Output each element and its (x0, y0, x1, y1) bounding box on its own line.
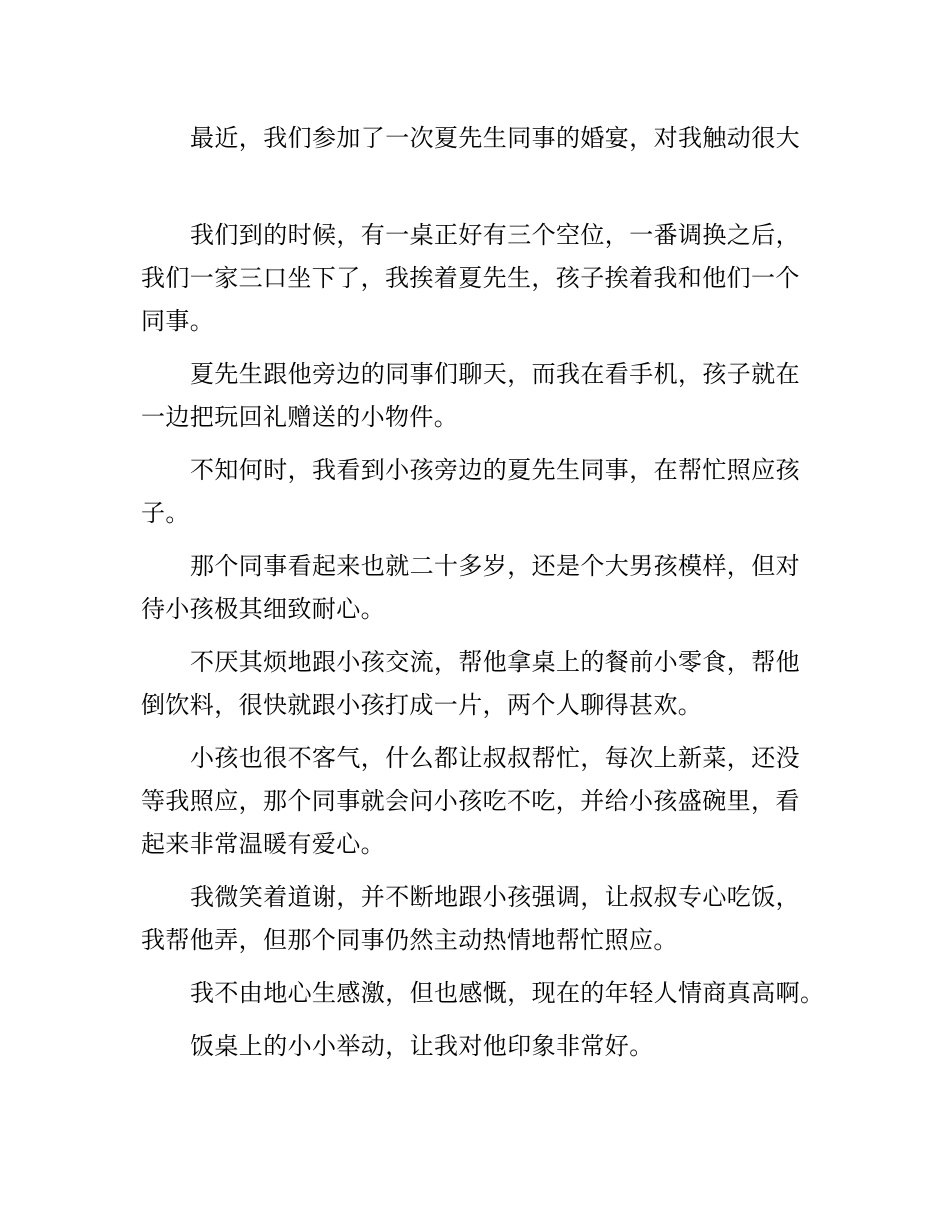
paragraph (141, 214, 821, 343)
paragraph-line: 我微笑着道谢，并不断地跟小孩强调，让叔叔专心吃饭， (190, 883, 800, 911)
paragraph-line: 不知何时，我看到小孩旁边的夏先生同事，在帮忙照应孩 (190, 456, 800, 484)
paragraph-line: 我不由地心生感激，但也感慨，现在的年轻人情商真高啊。 (190, 979, 825, 1007)
paragraph-line: 饭桌上的小小举动，让我对他印象非常好。 (190, 1032, 654, 1060)
document-title: 最近，我们参加了一次夏先生同事的婚宴，对我触动很大 (190, 124, 800, 152)
paragraph (141, 449, 821, 535)
paragraph (141, 641, 821, 727)
paragraph-line: 小孩也很不客气，什么都让叔叔帮忙，每次上新菜，还没 (190, 744, 800, 772)
paragraph-line: 那个同事看起来也就二十多岁，还是个大男孩模样，但对 (190, 552, 800, 580)
paragraph-line: 同事。 (141, 307, 215, 335)
paragraph-line: 我们到的时候，有一桌正好有三个空位，一番调换之后， (190, 221, 800, 249)
paragraph-line: 起来非常温暖有爱心。 (141, 830, 385, 858)
paragraph (141, 972, 825, 1015)
paragraph-line: 我们一家三口坐下了，我挨着夏先生，孩子挨着我和他们一个 (141, 264, 800, 292)
paragraph (141, 353, 821, 439)
paragraph-line: 不厌其烦地跟小孩交流，帮他拿桌上的餐前小零食，帮他 (190, 648, 800, 676)
document-page (141, 117, 825, 1078)
paragraph-line: 夏先生跟他旁边的同事们聊天，而我在看手机，孩子就在 (190, 360, 800, 388)
paragraph-line: 子。 (141, 499, 190, 527)
paragraph-line: 等我照应，那个同事就会问小孩吃不吃，并给小孩盛碗里，看 (141, 787, 800, 815)
paragraph-line: 待小孩极其细致耐心。 (141, 595, 385, 623)
paragraph-line: 我帮他弄，但那个同事仍然主动热情地帮忙照应。 (141, 926, 678, 954)
paragraph (141, 737, 821, 866)
paragraph (141, 1025, 821, 1068)
paragraph-line: 倒饮料，很快就跟小孩打成一片，两个人聊得甚欢。 (141, 691, 703, 719)
paragraph (141, 545, 821, 631)
paragraph (141, 876, 821, 962)
paragraph-line: 一边把玩回礼赠送的小物件。 (141, 403, 459, 431)
